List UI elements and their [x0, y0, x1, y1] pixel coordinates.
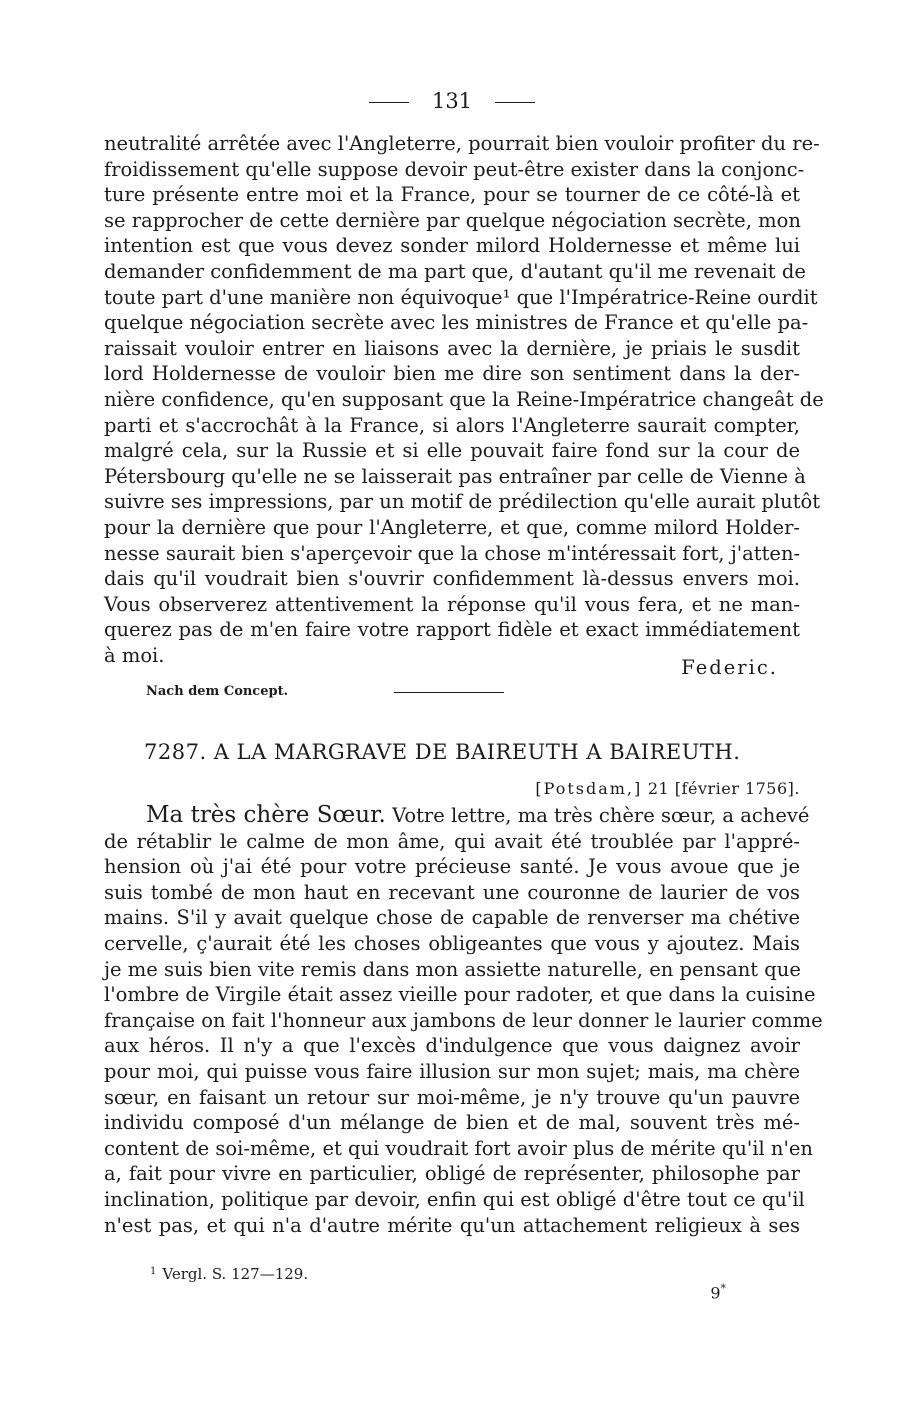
text-line: l'ombre de Virgile était assez vieille pour radoter, et que dans la cuisine — [104, 983, 816, 1007]
text-line: nesse saurait bien s'aperçevoir que la chose m'intéressait fort, j'atten- — [104, 541, 801, 565]
signature: Federic. — [681, 656, 778, 679]
letter-dateline — [535, 779, 800, 798]
section-divider — [394, 692, 504, 693]
signature-mark — [710, 1282, 726, 1302]
header-dash-left — [369, 102, 409, 103]
text-line: pour moi, qui puisse vous faire illusion sur mon sujet; mais, ma chère — [104, 1059, 800, 1083]
source-note: Nach dem Concept. — [146, 684, 289, 699]
text-line: pour la dernière que pour l'Angleterre, et que, comme milord Holder- — [104, 515, 800, 539]
text-line: dais qu'il voudrait bien s'ouvrir confidemment là-dessus envers moi. — [104, 567, 800, 591]
text-line: querez pas de m'en faire votre rapport fidèle et exact immédiatement — [104, 618, 800, 642]
signature-mark-star: * — [720, 1282, 726, 1295]
text-line: cervelle, ç'aurait été les choses obligeantes que vous y ajoutez. Mais — [104, 931, 800, 955]
text-line: froidissement qu'elle suppose devoir peut-être exister dans la conjonc- — [104, 157, 805, 181]
text-line: Vous observerez attentivement la réponse qu'il vous fera, et ne man- — [104, 592, 800, 616]
text-line: malgré cela, sur la Russie et si elle pouvait faire fond sur la cour de — [104, 439, 800, 463]
text-line: content de soi-même, et qui voudrait fort avoir plus de mérite qu'il n'en — [104, 1136, 813, 1160]
dateline-date: 21 [février 1756]. — [647, 779, 800, 798]
header-dash-right — [495, 102, 535, 103]
text-line: intention est que vous devez sonder milord Holdernesse et même lui — [104, 234, 800, 258]
page-header — [104, 84, 800, 118]
text-line: à moi. — [104, 643, 165, 667]
text-line: parti et s'accrochât à la France, si alors l'Angleterre saurait compter, — [104, 413, 800, 437]
footnote-text: Vergl. S. 127—129. — [162, 1265, 309, 1283]
text-line: sœur, en faisant un retour sur moi-même, je n'y trouve qu'un pauvre — [104, 1085, 800, 1109]
text-line: demander confidemment de ma part que, d'autant qu'il me revenait de — [104, 259, 806, 283]
page-number: 131 — [431, 89, 473, 113]
first-line-rest: Votre lettre, ma très chère sœur, a achevé — [392, 804, 810, 827]
letter-first-line — [104, 802, 810, 829]
text-line: suis tombé de mon haut en recevant une couronne de laurier de vos — [104, 880, 800, 904]
letter-heading: 7287. A LA MARGRAVE DE BAIREUTH A BAIREUTH. — [144, 740, 741, 764]
text-line: toute part d'une manière non équivoque¹ que l'Impératrice-Reine ourdit — [104, 285, 818, 309]
text-line: de rétablir le calme de mon âme, qui avait été troublée par l'appré- — [104, 829, 800, 853]
continued-letter-text — [104, 131, 824, 668]
text-line: lord Holdernesse de vouloir bien me dire son sentiment dans la der- — [104, 362, 800, 386]
salutation: Ma très chère Sœur. — [146, 802, 386, 828]
text-line: individu composé d'un mélange de bien et de mal, souvent très mé- — [104, 1111, 800, 1135]
document-page — [104, 84, 824, 1384]
text-line: inclination, politique par devoir, enfin qui est obligé d'être tout ce qu'il — [104, 1187, 805, 1211]
text-line: neutralité arrêtée avec l'Angleterre, pourrait bien vouloir profiter du re- — [104, 132, 820, 155]
text-line: française on fait l'honneur aux jambons de leur donner le laurier comme — [104, 1008, 823, 1032]
letter-body — [104, 802, 823, 1238]
dateline-place: [Potsdam,] — [535, 779, 643, 798]
text-line: nière confidence, qu'en supposant que la Reine-Impératrice changeât de — [104, 387, 824, 411]
text-line: se rapprocher de cette dernière par quelque négociation secrète, mon — [104, 208, 801, 232]
text-line: ture présente entre moi et la France, pour se tourner de ce côté-là et — [104, 183, 800, 207]
footnote — [150, 1265, 308, 1283]
text-line: quelque négociation secrète avec les ministres de France et qu'elle pa- — [104, 311, 809, 335]
text-line: a, fait pour vivre en particulier, obligé de représenter, philosophe par — [104, 1162, 800, 1186]
footnote-marker: 1 — [150, 1266, 157, 1277]
signature-mark-number: 9 — [710, 1283, 721, 1303]
text-line: suivre ses impressions, par un motif de prédilection qu'elle aurait plutôt — [104, 490, 821, 514]
text-line: je me suis bien vite remis dans mon assiette naturelle, en pensant que — [104, 957, 801, 981]
text-line: n'est pas, et qui n'a d'autre mérite qu'un attachement religieux à ses — [104, 1213, 800, 1237]
text-line: raissait vouloir entrer en liaisons avec la dernière, je priais le susdit — [104, 336, 800, 360]
text-line: aux héros. Il n'y a que l'excès d'indulgence que vous daignez avoir — [104, 1034, 800, 1058]
text-line: mains. S'il y avait quelque chose de capable de renverser ma chétive — [104, 906, 800, 930]
text-line: Pétersbourg qu'elle ne se laisserait pas entraîner par celle de Vienne à — [104, 464, 806, 488]
text-line: hension où j'ai été pour votre précieuse santé. Je vous avoue que je — [104, 855, 800, 879]
